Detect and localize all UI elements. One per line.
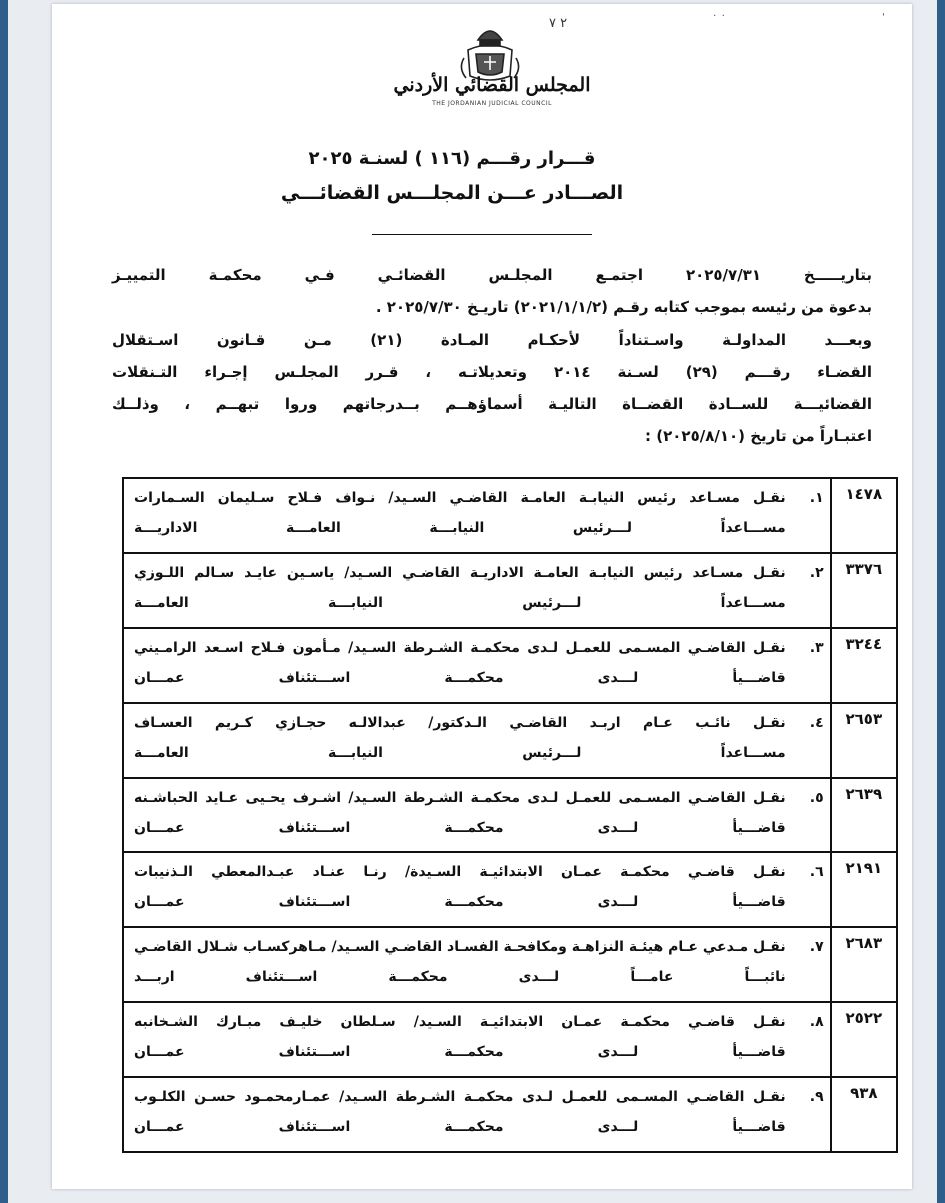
judge-number-cell [831, 852, 897, 927]
transfers-table [122, 477, 898, 1153]
transfer-description: نقـل القاضـي المسـمى للعمـل لـدى محكمـة الشـرطة السـيد/ مـأمون فـلاح اسـعد الرامـيني [134, 639, 786, 656]
transfer-description: نقـل مـدعي عـام هيئـة النزاهـة ومكافحـة الفسـاد القاضـي السـيد/ مـاهركسـاب شـلال القاضـي [134, 939, 786, 956]
table-row [123, 553, 897, 628]
judge-number: ٩٣٨ [850, 1084, 878, 1102]
new-position: مســـاعداً لـــرئيس النيابـــة العامـــة [134, 594, 786, 611]
transfer-description: نقـل قاضـي محكمـة عمـان الابتدائيـة السـيدة/ رنـا عنـاد عبـدالمعطي الـذنيبات [134, 864, 786, 881]
judge-number-cell [831, 1002, 897, 1077]
judge-number: ٢٦٥٣ [845, 709, 883, 728]
judge-number-cell [831, 553, 897, 628]
transfer-description: نقـل القاضـي المسـمى للعمـل لـدى محكمـة الشـرطة السـيد/ اشـرف يحـيى عـايد الحباشـنه [134, 789, 786, 806]
transfer-cell [123, 1002, 831, 1077]
new-position: قاضـــيأ لـــدى محكمـــة اســـتئناف عمـــان [134, 894, 786, 911]
transfer-description: نقـل القاضـي المسـمى للعمـل لـدى محكمـة الشـرطة السـيد/ عمـارمحمـود حسـن الكلـوب [134, 1089, 786, 1105]
new-position: قاضـــيأ لـــدى محكمـــة اســـتئناف عمـــان [134, 669, 786, 686]
paragraph-line: القضـاء رقـــم (٢٩) لسـنة ٢٠١٤ وتعديلاتـه ، قـرر المجلـس إجـراء التـنقلات [112, 363, 872, 381]
judge-number-cell [831, 703, 897, 778]
corner-mark: ٠ ٠ [712, 10, 726, 21]
row-index: ٦. [809, 864, 824, 881]
transfer-cell [123, 703, 831, 778]
transfer-cell [123, 927, 831, 1002]
transfer-line [134, 558, 824, 588]
transfer-line [134, 857, 824, 887]
paragraph-line: بدعوة من رئيسه بموجب كتابه رقـم (٢٠٢١/١/١/٢) تاريـخ ٢٠٢٥/٧/٣٠ . [375, 298, 872, 316]
transfer-cell [123, 1077, 831, 1152]
transfer-cell [123, 553, 831, 628]
row-index: ٥. [809, 789, 824, 806]
transfer-cell [123, 628, 831, 703]
intro-paragraph [112, 259, 872, 323]
council-name-arabic: المجلس القضائي الأردني [393, 74, 591, 96]
row-index: ٤. [809, 714, 824, 731]
new-position: مســـاعداً لـــرئيس النيابـــة العامـــة [134, 744, 786, 761]
paragraph-line: بتاريـــــخ ٢٠٢٥/٧/٣١ اجتمـع المجلـس القضائـي فـي محكمـة التمييـز [112, 266, 873, 284]
transfer-line [134, 483, 824, 513]
judge-number-cell [831, 478, 897, 553]
transfer-line [134, 708, 824, 738]
judge-number: ٢١٩١ [845, 859, 883, 878]
row-index: ٨. [809, 1014, 824, 1031]
judge-number: ٢٦٨٣ [845, 934, 883, 953]
judge-number-cell [831, 1077, 897, 1152]
council-name-english: THE JORDANIAN JUDICIAL COUNCIL [432, 100, 552, 107]
decision-title: قـــرار رقـــم (١١٦ ) لسنـة ٢٠٢٥ [308, 148, 596, 169]
table-row [123, 478, 897, 553]
paragraph-line: وبعـــد المداولـة واسـتناداً لأحكـام المـادة (٢١) مـن قـانون اسـتقلال [112, 331, 872, 349]
table-row [123, 927, 897, 1002]
transfer-cell [123, 852, 831, 927]
judge-number-cell [831, 628, 897, 703]
title-divider [372, 234, 592, 235]
issuer-title: الصـــادر عـــن المجلـــس القضائـــي [280, 182, 624, 204]
judge-number-cell [831, 778, 897, 853]
paragraph-line: القضائيـــة للســادة القضــاة التاليـة أسماؤهــم بــدرجاتهم وروا تبهــم ، وذلــك [112, 395, 872, 413]
new-position: قاضـــيأ لـــدى محكمـــة اســـتئناف عمـــان [134, 1044, 786, 1061]
transfer-cell [123, 478, 831, 553]
table-row [123, 703, 897, 778]
handwritten-mark: ٢ ٧ [549, 16, 568, 31]
judge-number-cell [831, 927, 897, 1002]
document-page [52, 4, 912, 1189]
table-row [123, 1077, 897, 1152]
transfer-description: نقـل نائـب عـام اربـد القاضـي الـدكتور/ عبدالالـه حجـازي كـريم العسـاف [134, 714, 786, 731]
transfer-cell [123, 778, 831, 853]
judge-number: ٣٣٧٦ [845, 559, 883, 578]
judge-number: ٣٢٤٤ [845, 634, 883, 653]
new-position: قاضـــيأ لـــدى محكمـــة اســـتئناف عمـــان [134, 819, 786, 836]
transfer-line [134, 633, 824, 663]
corner-mark-right: ' [882, 12, 885, 23]
new-position: نائبـــاً عامـــاً لـــدى محكمـــة اســـتئناف اربـــد [134, 969, 786, 986]
new-position: مســـاعداً لـــرئيس النيابـــة العامـــة الاداريـــة [134, 520, 786, 536]
table-row [123, 852, 897, 927]
transfer-line [134, 1007, 824, 1037]
row-index: ٧. [809, 939, 824, 956]
judge-number: ٢٦٣٩ [845, 784, 883, 803]
transfer-description: نقـل مسـاعد رئيس النيابـة العامـة القاضـي السـيد/ نـواف فـلاح سـليمان السـمارات [134, 490, 786, 506]
row-index: ٢. [809, 564, 824, 581]
row-index: ١. [809, 490, 824, 506]
transfer-line [134, 932, 824, 962]
transfer-description: نقـل قاضـي محكمـة عمـان الابتدائيـة السـيد/ سـلطان خليـف مبـارك الشـخانبه [134, 1014, 786, 1031]
viewer-background [8, 0, 937, 1203]
judge-number: ١٤٧٨ [845, 485, 883, 503]
transfer-line [134, 783, 824, 813]
transfer-line [134, 1082, 824, 1112]
resolution-paragraph [112, 324, 872, 452]
row-index: ٩. [809, 1089, 824, 1105]
row-index: ٣. [809, 639, 824, 656]
new-position: قاضـــيأ لـــدى محكمـــة اســـتئناف عمـــان [134, 1119, 786, 1135]
judge-number: ٢٥٢٢ [845, 1009, 883, 1028]
table-row [123, 778, 897, 853]
paragraph-line: اعتبـاراً من تاريخ (٢٠٢٥/٨/١٠) : [645, 427, 872, 445]
table-row [123, 1002, 897, 1077]
table-row [123, 628, 897, 703]
transfer-description: نقـل مسـاعد رئيس النيابـة العامـة الاداريـة القاضـي السـيد/ ياسـين عايـد سـالم اللـوزي [134, 564, 786, 581]
